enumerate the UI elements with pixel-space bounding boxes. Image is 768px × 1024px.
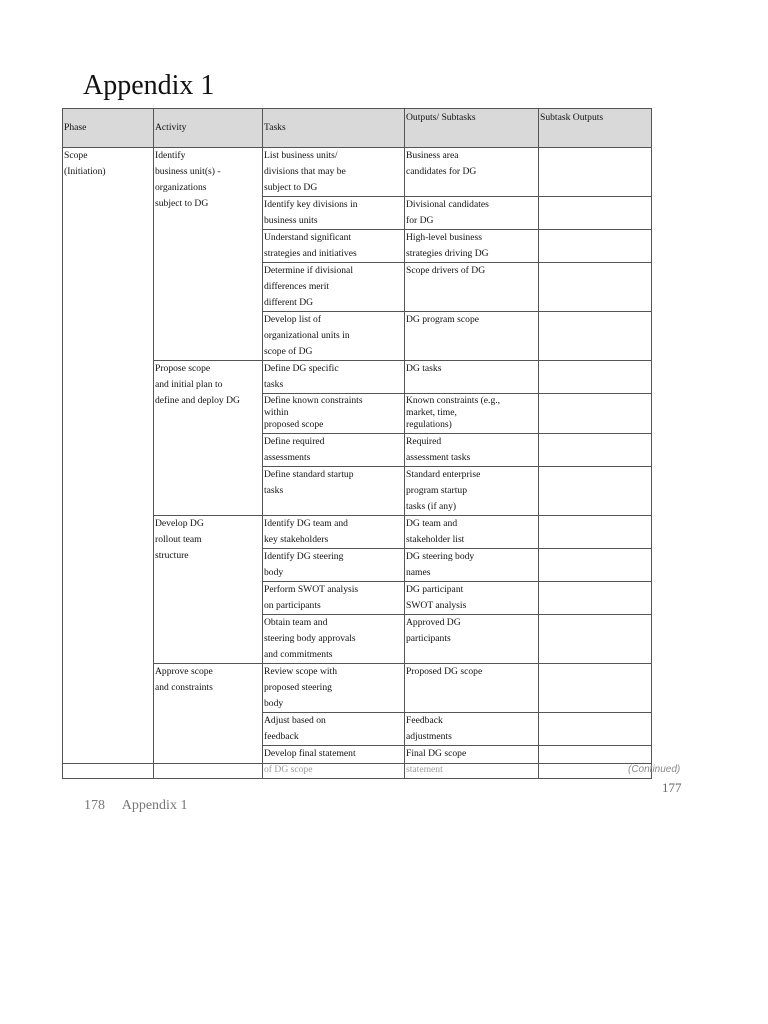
activity-cell: Approve scope and constraints: [154, 664, 263, 779]
subtask-output-cell: [539, 516, 652, 549]
task-cell: Understand significant strategies and initiatives: [263, 230, 405, 263]
footer-page-number: 178: [84, 798, 105, 813]
subtask-output-cell: [539, 230, 652, 263]
output-cell: Known constraints (e.g., market, time, regulations): [405, 394, 539, 434]
output-cell: High-level business strategies driving DG: [405, 230, 539, 263]
task-text: Develop final statement: [264, 748, 356, 759]
output-text: Final DG scope: [406, 748, 467, 759]
header-outputs: Outputs/ Subtasks: [405, 109, 539, 148]
phase-cell: Scope (Initiation): [63, 148, 154, 779]
subtask-output-cell: [539, 467, 652, 516]
task-cell: Define standard startup tasks: [263, 467, 405, 516]
header-tasks: Tasks: [263, 109, 405, 148]
header-activity: Activity: [154, 109, 263, 148]
header-subtask-outputs: Subtask Outputs: [539, 109, 652, 148]
output-cell: DG team and stakeholder list: [405, 516, 539, 549]
output-cell: Required assessment tasks: [405, 434, 539, 467]
task-cell: Perform SWOT analysis on participants: [263, 582, 405, 615]
page-footer: [84, 798, 187, 814]
subtask-output-cell: [539, 664, 652, 713]
appendix-table: [62, 108, 652, 779]
table-header-row: [63, 109, 652, 148]
appendix-table-container: [62, 108, 651, 775]
output-cell: DG steering body names: [405, 549, 539, 582]
activity-cell: Develop DG rollout team structure: [154, 516, 263, 664]
task-cell: Determine if divisional differences merit different DG: [263, 263, 405, 312]
page-heading: Appendix 1: [83, 70, 215, 101]
header-phase: Phase: [63, 109, 154, 148]
subtask-output-cell: [539, 615, 652, 664]
subtask-output-cell: [539, 148, 652, 197]
activity-cell: Propose scope and initial plan to define and deploy DG: [154, 361, 263, 516]
task-cell: Adjust based on feedback: [263, 713, 405, 746]
task-text-faded: of DG scope: [264, 764, 313, 775]
output-cell: Feedback adjustments: [405, 713, 539, 746]
task-cell: Define known constraints within proposed scope: [263, 394, 405, 434]
output-cell: DG participant SWOT analysis: [405, 582, 539, 615]
table-row: [63, 148, 652, 197]
subtask-output-cell: [539, 713, 652, 746]
task-cell: Identify key divisions in business units: [263, 197, 405, 230]
subtask-output-cell: [539, 312, 652, 361]
footer-label: Appendix 1: [121, 798, 188, 813]
output-cell: Proposed DG scope: [405, 664, 539, 713]
task-cell: List business units/ divisions that may be subject to DG: [263, 148, 405, 197]
task-cell: Identify DG steering body: [263, 549, 405, 582]
subtask-output-cell: [539, 263, 652, 312]
output-cell: Divisional candidates for DG: [405, 197, 539, 230]
subtask-output-cell: [539, 197, 652, 230]
output-cell: DG tasks: [405, 361, 539, 394]
task-cell: Obtain team and steering body approvals and commitments: [263, 615, 405, 664]
subtask-output-cell: [539, 549, 652, 582]
output-cell: Business area candidates for DG: [405, 148, 539, 197]
activity-cell: Identify business unit(s) - organizations subject to DG: [154, 148, 263, 361]
output-cell: Scope drivers of DG: [405, 263, 539, 312]
page-number: 177: [662, 780, 682, 795]
output-cell: [405, 746, 539, 779]
subtask-output-cell: [539, 361, 652, 394]
subtask-output-cell: [539, 582, 652, 615]
task-cell: Review scope with proposed steering body: [263, 664, 405, 713]
task-cell: Define DG specific tasks: [263, 361, 405, 394]
output-cell: DG program scope: [405, 312, 539, 361]
continued-note: (Continued): [628, 764, 681, 775]
task-cell: Define required assessments: [263, 434, 405, 467]
task-cell: Develop list of organizational units in scope of DG: [263, 312, 405, 361]
subtask-output-cell: [539, 394, 652, 434]
task-cell: Identify DG team and key stakeholders: [263, 516, 405, 549]
output-text-faded: statement: [406, 764, 443, 775]
task-cell: [263, 746, 405, 779]
output-cell: Approved DG participants: [405, 615, 539, 664]
subtask-output-cell: [539, 434, 652, 467]
output-cell: Standard enterprise program startup tasks (if any): [405, 467, 539, 516]
